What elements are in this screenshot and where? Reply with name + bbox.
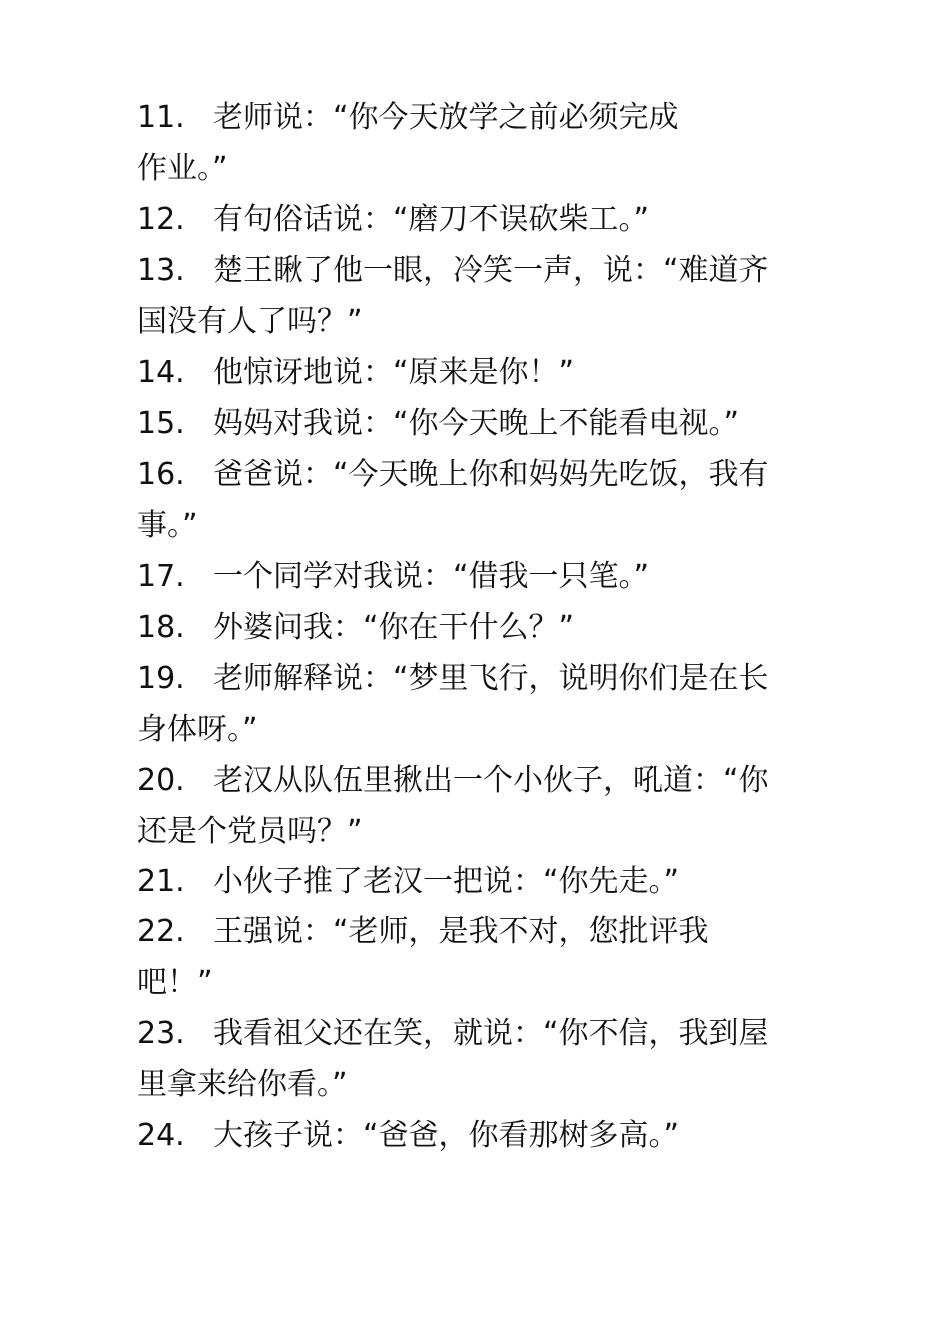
item-text: 楚王瞅了他一眼，冷笑一声，说：“难道齐 — [213, 253, 769, 288]
item-number: 12. — [137, 202, 185, 237]
text-line-continued: 里拿来给你看。” — [137, 1067, 348, 1102]
item-text: 妈妈对我说：“你今天晚上不能看电视。” — [213, 406, 740, 441]
item-text: 老师解释说：“梦里飞行，说明你们是在长 — [213, 661, 769, 696]
text-line — [137, 653, 827, 704]
item-number: 17. — [137, 559, 185, 594]
text-line — [137, 1110, 827, 1161]
item-text: 他惊讶地说：“原来是你！” — [213, 355, 575, 390]
list-item — [137, 398, 827, 449]
item-number: 19. — [137, 661, 185, 696]
text-line — [137, 245, 827, 296]
item-text: 爸爸说：“今天晚上你和妈妈先吃饭，我有 — [213, 457, 769, 492]
text-line — [137, 856, 827, 907]
text-line-continued: 事。” — [137, 508, 198, 543]
text-line — [137, 347, 827, 398]
list-item — [137, 92, 827, 194]
item-text: 老汉从队伍里揪出一个小伙子，吼道：“你 — [213, 763, 769, 798]
item-text: 王强说：“老师，是我不对，您批评我 — [213, 914, 709, 949]
text-line — [137, 602, 827, 653]
item-number: 16. — [137, 457, 185, 492]
list-item — [137, 245, 827, 347]
item-number: 11. — [137, 100, 185, 135]
item-number: 18. — [137, 610, 185, 645]
item-number: 14. — [137, 355, 185, 390]
text-line-continued: 作业。” — [137, 151, 228, 186]
item-number: 13. — [137, 253, 185, 288]
list-item — [137, 1110, 827, 1161]
list-item — [137, 906, 827, 1008]
text-line-continued: 身体呀。” — [137, 712, 258, 747]
item-text: 我看祖父还在笑，就说：“你不信，我到屋 — [213, 1016, 769, 1051]
text-line — [137, 551, 827, 602]
item-text: 老师说：“你今天放学之前必须完成 — [213, 100, 679, 135]
text-line — [137, 92, 827, 143]
text-line — [137, 449, 827, 500]
list-item — [137, 755, 827, 857]
item-number: 20. — [137, 763, 185, 798]
text-line — [137, 398, 827, 449]
text-line-continued: 还是个党员吗？” — [137, 814, 363, 849]
item-number: 24. — [137, 1118, 185, 1153]
list-item — [137, 194, 827, 245]
list-item — [137, 449, 827, 551]
item-text: 大孩子说：“爸爸，你看那树多高。” — [213, 1118, 680, 1153]
text-line — [137, 906, 827, 957]
text-line-continued: 国没有人了吗？” — [137, 304, 363, 339]
text-line — [137, 194, 827, 245]
list-item — [137, 856, 827, 907]
list-item — [137, 551, 827, 602]
item-number: 22. — [137, 914, 185, 949]
item-text: 一个同学对我说：“借我一只笔。” — [213, 559, 650, 594]
item-text: 外婆问我：“你在干什么？” — [213, 610, 575, 645]
item-number: 21. — [137, 864, 185, 899]
text-line — [137, 1008, 827, 1059]
list-item — [137, 653, 827, 755]
item-text: 小伙子推了老汉一把说：“你先走。” — [213, 864, 680, 899]
list-item — [137, 1008, 827, 1110]
item-number: 15. — [137, 406, 185, 441]
item-text: 有句俗话说：“磨刀不误砍柴工。” — [213, 202, 650, 237]
list-item — [137, 602, 827, 653]
text-line-continued: 吧！” — [137, 965, 213, 1000]
text-line — [137, 755, 827, 806]
list-item — [137, 347, 827, 398]
item-number: 23. — [137, 1016, 185, 1051]
